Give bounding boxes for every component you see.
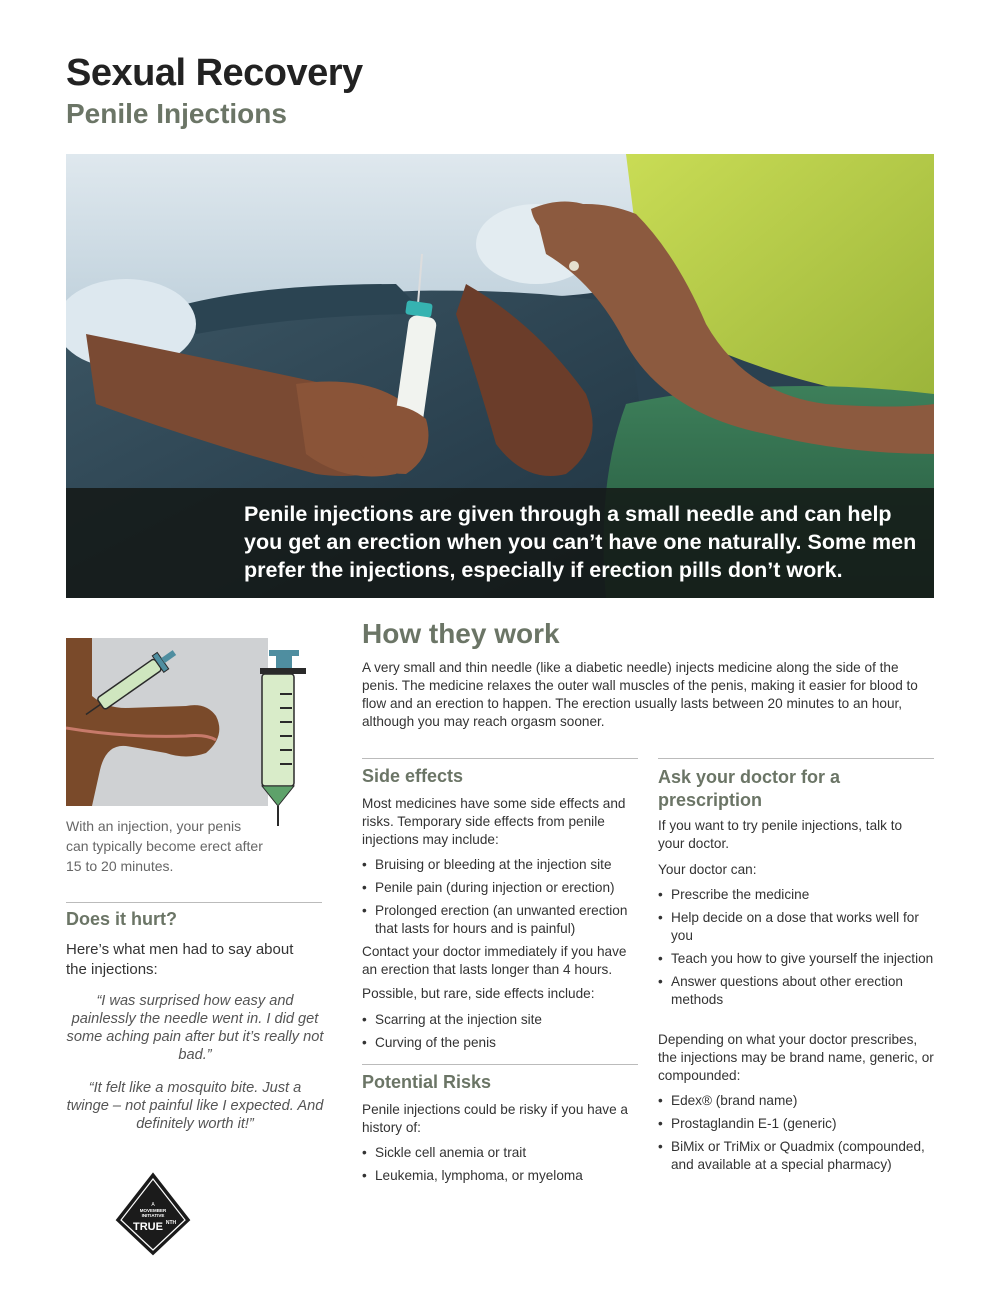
divider [362, 1064, 638, 1065]
ask-doctor-heading: Ask your doctor for a prescription [658, 767, 841, 810]
risks-list [362, 1144, 642, 1190]
list-item: • Help decide on a dose that works well for you [658, 909, 934, 945]
divider [66, 902, 322, 903]
injection-diagram [66, 638, 326, 828]
svg-text:TRUE: TRUE [133, 1221, 163, 1233]
contact-doctor-text: Contact your doctor immediately if you have an erection that lasts longer than 4 hours. [362, 944, 627, 977]
list-item: • BiMix or TriMix or Quadmix (compounded, and available at a special pharmacy) [658, 1138, 934, 1174]
side-effects-intro: Most medicines have some side effects and risks. Temporary side effects from penile injections may include: [362, 796, 626, 847]
hero-caption-text: Penile injections are given through a small needle and can help you get an erection when you can’t have one naturally. Some men prefer the injections, especially if erection pills don’t work. [244, 502, 917, 582]
rare-effects-list [362, 1011, 642, 1057]
rare-effects-intro: Possible, but rare, side effects include: [362, 986, 595, 1001]
prescription-types-text: Depending on what your doctor prescribes, the injections may be brand name, generic, or compounded: [658, 1032, 934, 1083]
svg-text:NTH: NTH [165, 1220, 177, 1226]
list-item: • Penile pain (during injection or erection) [362, 879, 642, 897]
diagram-caption: With an injection, your penis can typically become erect after 15 to 20 minutes. [66, 818, 263, 874]
doctor-can-label: Your doctor can: [658, 862, 757, 877]
page-title: Sexual Recovery [66, 52, 363, 94]
list-item: • Sickle cell anemia or trait [362, 1144, 642, 1162]
truenth-logo [115, 1172, 191, 1256]
divider [362, 758, 638, 759]
svg-text:INITIATIVE: INITIATIVE [141, 1213, 165, 1218]
list-item: • Prolonged erection (an unwanted erection that lasts for hours and is painful) [362, 902, 642, 938]
list-item: • Teach you how to give yourself the injection [658, 950, 934, 968]
list-item: • Scarring at the injection site [362, 1011, 642, 1029]
list-item: • Curving of the penis [362, 1034, 642, 1052]
ask-doctor-intro: If you want to try penile injections, talk to your doctor. [658, 818, 903, 851]
doctor-can-list [658, 886, 934, 1014]
svg-text:A: A [151, 1202, 155, 1208]
list-item: • Answer questions about other erection methods [658, 973, 934, 1009]
svg-text:MOVEMBER: MOVEMBER [139, 1208, 167, 1213]
hero-image [66, 154, 934, 598]
page-subtitle: Penile Injections [66, 98, 287, 129]
side-effects-list [362, 856, 642, 943]
does-it-hurt-intro: Here’s what men had to say about the injections: [66, 941, 294, 978]
how-they-work-text: A very small and thin needle (like a diabetic needle) injects medicine along the side of the penis. The medicine relaxes the outer wall muscles of the penis, making it easier for blood to flow and an erection to happen. The erection usually lasts between 20 minutes to an hour, although you may reach orgasm sooner. [362, 660, 918, 729]
how-they-work-heading: How they work [362, 618, 560, 649]
injection-diagram-icon [66, 638, 326, 828]
potential-risks-heading: Potential Risks [362, 1072, 492, 1092]
testimonial-quote: “I was surprised how easy and painlessly the needle went in. I did get some aching pain after but it’s really not bad.” [66, 993, 324, 1063]
hero-caption-band [66, 488, 934, 598]
list-item: • Leukemia, lymphoma, or myeloma [362, 1167, 642, 1185]
list-item: • Prescribe the medicine [658, 886, 934, 904]
does-it-hurt-heading: Does it hurt? [66, 909, 177, 929]
list-item: • Bruising or bleeding at the injection site [362, 856, 642, 874]
drug-list [658, 1092, 934, 1179]
testimonial-quote: “It felt like a mosquito bite. Just a twinge – not painful like I expected. And definitely worth it!” [66, 1080, 324, 1132]
list-item: • Prostaglandin E-1 (generic) [658, 1115, 934, 1133]
list-item: • Edex® (brand name) [658, 1092, 934, 1110]
divider [658, 758, 934, 759]
risks-intro: Penile injections could be risky if you have a history of: [362, 1102, 628, 1135]
side-effects-heading: Side effects [362, 766, 464, 786]
